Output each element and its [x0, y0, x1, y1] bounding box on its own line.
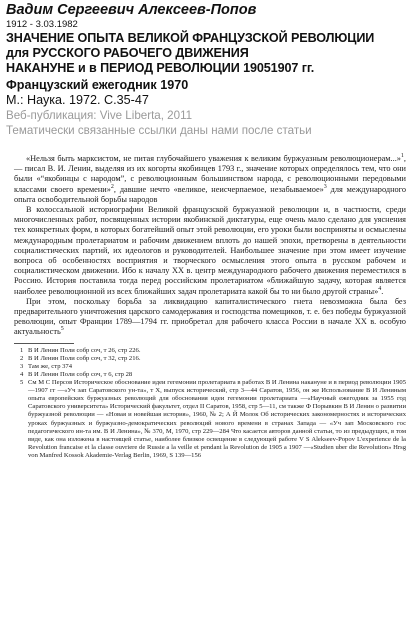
title-line-1: ЗНАЧЕНИЕ ОПЫТА ВЕЛИКОЙ ФРАНЦУЗСКОЙ РЕВОЛЮЦИИ: [6, 31, 375, 45]
article-body: [14, 154, 406, 338]
footnote-number: 2: [20, 354, 24, 362]
publication-info: М.: Наука. 1972. С.35-47: [6, 93, 149, 107]
footnote: [14, 347, 406, 355]
footnote-ref: 1: [400, 153, 404, 160]
web-publication: Веб-публикация: Vive Liberta, 2011: [6, 109, 193, 122]
article-header: [6, 0, 408, 138]
paragraph-text: При этом, поскольку борьба за ликвидацию капиталистического гнета невозможна была без предварительного уничтожения царского самодержавия и господства помещиков, т. е. без победы буржуазной революции, опыт Франции 1789—1794 гг. приобретал для рабочего класса России в начале XX в. особую актуальность: [14, 296, 406, 337]
footnote-text: В И Ленин Поли собр соч, т 32, стр 216.: [28, 354, 141, 362]
footnote-number: 5: [20, 379, 24, 387]
paragraph-text: для международного опыта освободительной борьбы народов: [14, 184, 407, 204]
footnotes: [14, 347, 406, 460]
footnote: [14, 363, 406, 371]
paragraph-text: .: [381, 286, 384, 296]
related-links-note[interactable]: Тематически связанные ссылки даны нами после статьи: [6, 124, 312, 137]
footnote-text: В И Ленин Поли собр соч, т 6, стр 28: [28, 370, 133, 378]
paragraph-text: «Нельзя быть марксистом, не питая глубочайшего уважения к великим буржуазным революционерам...»: [26, 154, 401, 163]
paragraph-text: В колоссальной историографии Великой французской буржуазной революции и, в частности, среди многочисленных работ, посвященных истории якобинской диктатуры, еще очень мало сделано для уяснения тех конкретных форм, в которых богатейший опыт этой революции, его уроки были восприняты и осмыслены международным пролетариатом и рабочим движением вплоть до нашей эпохи, претворены в деятельности социалистических партий, их идеологов и руководителей. Наибольшее значение при этом имеет изучение вопроса об особенностях восприятия и творческого осмысления этого опыта в русском рабочем и социалистическом движении. Ибо к началу XX в. центр международного рабочего движения переместился в Россию. История поставила тогда перед российским пролетариатом «ближайшую задачу, которая является наиболее революционной из всех ближайших задач пролетариата какой бы то ни было другой страны»: [14, 205, 406, 296]
paragraph-text: , — писал В. И. Ленин, выделяя из их когорты якобинцев 1793 г., значение которых определялось тем, что они были «“якобинцы с народом”, с революционным большинством народа, с революционными передовыми классами своего времени»: [14, 154, 406, 194]
footnote-ref: 4: [378, 285, 382, 292]
paragraph-1: [14, 154, 406, 205]
footnote-ref: 2: [110, 183, 114, 190]
footnote-divider: [14, 343, 74, 344]
footnote-number: 3: [20, 362, 24, 370]
footnote-text: Там же, стр 374: [28, 362, 73, 370]
paragraph-text: , давшие нечто «великое, неисчерпаемое, незабываемое»: [113, 184, 324, 194]
footnote-number: 4: [20, 370, 24, 378]
scanned-article-text: [14, 154, 406, 460]
footnote-ref: 5: [60, 326, 64, 333]
footnote: [14, 355, 406, 363]
title-line-3: НАКАНУНЕ и в ПЕРИОД РЕВОЛЮЦИИ 19051907 гг.: [6, 61, 315, 75]
article-title: [6, 31, 408, 76]
footnote-number: 1: [20, 346, 24, 354]
footnote: [14, 379, 406, 460]
footnote-text: В И Ленин Поли собр соч, т 26, стр 226.: [28, 346, 141, 354]
yearbook-name: Французский ежегодник 1970: [6, 78, 189, 92]
author-name: Вадим Сергеевич Алексеев-Попов: [6, 2, 257, 18]
footnote-ref: 3: [323, 183, 327, 190]
paragraph-2: [14, 205, 406, 297]
paragraph-3: [14, 297, 406, 338]
author-dates: 1912 - 3.03.1982: [6, 19, 78, 30]
title-line-2: для РУССКОГО РАБОЧЕГО ДВИЖЕНИЯ: [6, 46, 249, 60]
footnote: [14, 371, 406, 379]
footnote-text: См М С Персов Историческое обоснование идеи гегемонии пролетариата в работах В И Ленина накануне и в период революции 1905—1907 гг —«Уч зап Саратовского ун-та», т X, выпуск исторический, стр 3—44 Саратов, 1956, он же Использование В И Лениным опыта европейских буржуазных революций для обоснования идеи гегемонии пролетариата —«Научный ежегодник за 1955 год Саратовского университета» Исторический факультет, отдел II Саратов, 1958, стр 5—11, см также Ф Порывкин В И Ленин о развитии буржуазной революции — «Новая и новейшая история», 1960, № 2; А Й Молок Об исторических закономерностях и исторических уроках буржуазных и буржуазно-демократических революций нового времени в странах Запада — «Уч зап Московского гос педагогического ин-та им. В И Ленина», № 370, М, 1970, стр 229—284 Что касается авторов данной статьи, то из предыдущих, в том виде, как она изложена в настоящей статье, наиболее близкое освещение в следующей работе V S Alekseev-Popov L'experience de la Revolution francaise et la classe ouvriere de Russie a la veille et pendant la Revolution de 1905 a 1907 —«Studien uber die Revolution» Hrsg von Manfred Kossok Akademie-Verlag Berlin, 1969, S 139—156: [28, 379, 406, 459]
